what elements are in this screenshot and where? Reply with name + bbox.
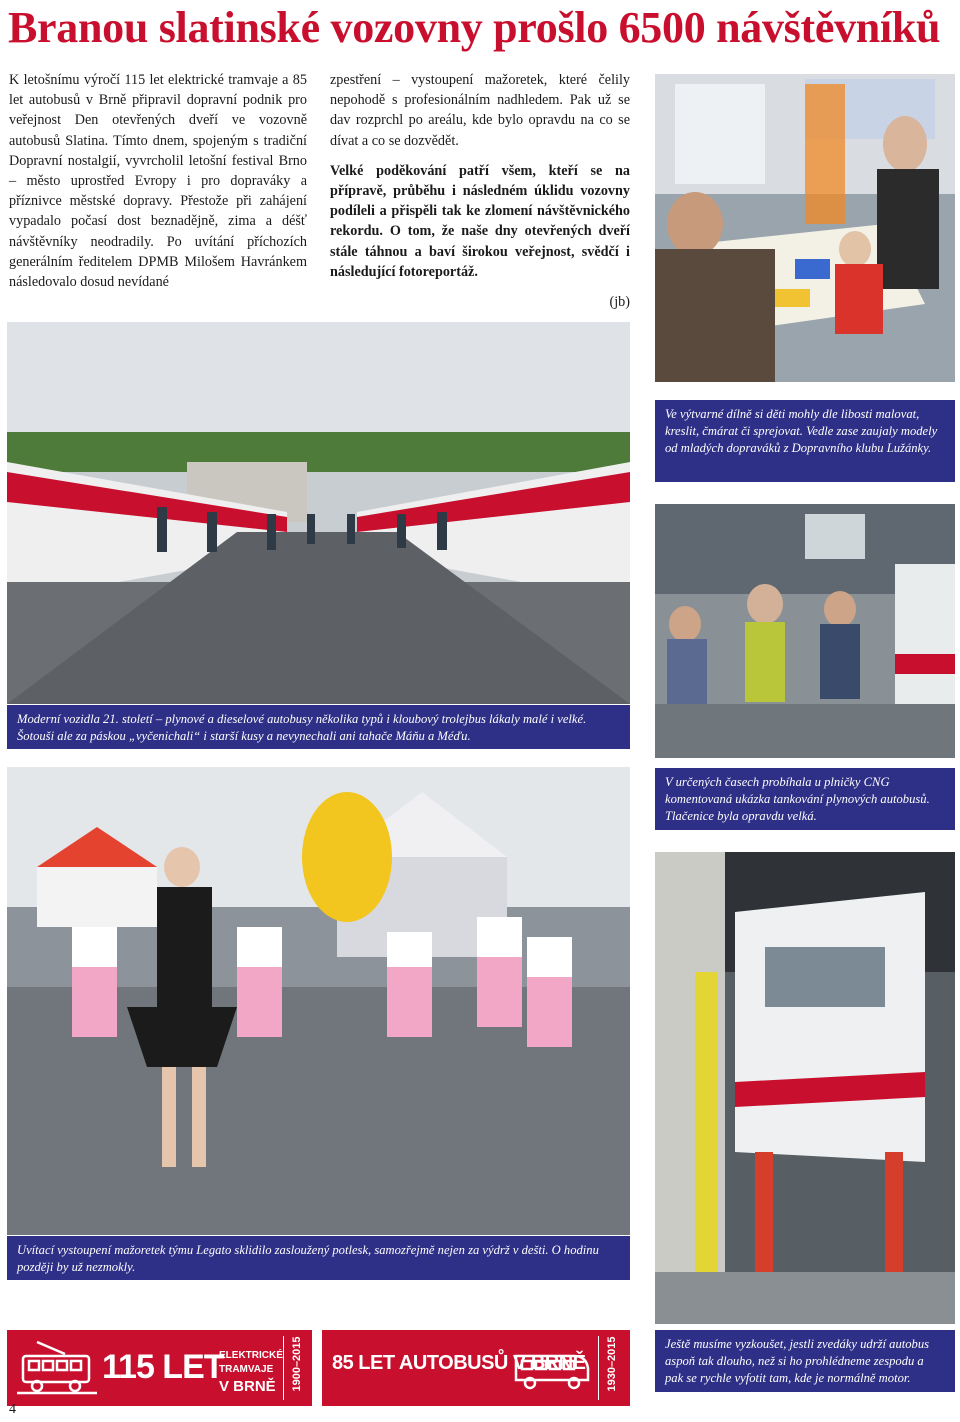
tram-icon (17, 1340, 97, 1396)
logo-tram-city: V BRNĚ (219, 1378, 276, 1395)
logo-bus-years: 1930–2015 (606, 1336, 618, 1392)
logo-bus-title: 85 LET AUTOBUSŮ V BRNĚ (332, 1352, 586, 1374)
article-column-1 (9, 70, 307, 302)
author-signature: (jb) (609, 294, 630, 311)
bus-icon (512, 1346, 592, 1390)
caption-majorettes (7, 1236, 630, 1280)
photo-cng-refuelling (655, 504, 955, 758)
caption-bus-depot (7, 705, 630, 749)
logo-tram-big: 115 LET (102, 1348, 224, 1386)
photo-kids-workshop (655, 74, 955, 382)
photo-kids-workshop-illustration (655, 74, 955, 382)
article-paragraph: zpestření – vystoupení mažoretek, které čelily nepohodě s profesionálním nadhledem. Pak už se dav rozprchl po areálu, kde bylo opravdu na co se dívat a co se dozvědět. (330, 72, 630, 149)
photo-bus-depot-illustration (7, 322, 630, 704)
caption-text: Ve výtvarné dílně si děti mohly dle libosti malovat, kreslit, čmárat či sprejovat. Vedle zase zaujaly modely od mladých dopraváků z Dopravního klubu Lužánky. (665, 407, 938, 455)
caption-kids-workshop (655, 400, 955, 482)
photo-majorettes-illustration (7, 767, 630, 1235)
caption-bus-lift (655, 1330, 955, 1392)
caption-text: Ještě musíme vyzkoušet, jestli zvedáky udrží autobus aspoň tak dlouho, než si ho prohlédneme zespodu a pak se rychle vyfotit tam, kde je normálně motor. (665, 1337, 930, 1385)
article-column-2 (330, 70, 630, 322)
photo-cng-illustration (655, 504, 955, 758)
article-paragraph: Velké poděkování patří všem, kteří se na přípravě, průběhu i následném úklidu vozovny podíleli a přispěli tak ke zlomení návštěvnického rekordu. O tom, že naše dny otevřených dveří stále táhnou a baví širokou veřejnost, svědčí i následující fotoreportáž. (330, 162, 630, 280)
caption-text: Uvítací vystoupení mažoretek týmu Legato sklidilo zasloužený potlesk, samozřejmě nejen za výdrž v dešti. O hodinu později by už nezmokly. (17, 1243, 599, 1274)
photo-bus-lift-illustration (655, 852, 955, 1324)
article-paragraph: K letošnímu výročí 115 let elektrické tramvaje a 85 let autobusů v Brně připravil dopravní podnik pro veřejnost Den otevřených dveří ve vozovně autobusů Slatina. Tímto dnem, spojeným s tradiční Dopravní nostalgií, vyvrcholil letošní festival Brno – město uprostřed Evropy i pro dopraváky a příznivce městské dopravy. Přestože při zahájení vypadalo počasí dost beznadějně, zima a déšť návštěvníky neodradily. Po uvítání příchozích generálním ředitelem DPMB Milošem Havránkem následovalo dosud nevídané (9, 72, 307, 291)
logo-tram-small-bottom: TRAMVAJE (219, 1364, 274, 1375)
photo-majorettes (7, 767, 630, 1235)
logo-tram-anniversary (7, 1330, 312, 1406)
page-number: 4 (9, 1402, 16, 1417)
photo-bus-depot (7, 322, 630, 704)
logo-tram-years: 1900–2015 (291, 1336, 303, 1392)
caption-cng-refuelling (655, 768, 955, 830)
photo-bus-lift (655, 852, 955, 1324)
caption-text: V určených časech probíhala u plničky CNG komentovaná ukázka tankování plynových autobusů. Tlačenice byla opravdu velká. (665, 775, 930, 823)
logo-bus-anniversary (322, 1330, 630, 1406)
logo-tram-small-top: ELEKTRICKÉ (219, 1350, 283, 1361)
caption-text: Moderní vozidla 21. století – plynové a dieselové autobusy několika typů i kloubový trolejbus lákaly malé i velké. Šotouši ale za páskou „vyčenichali“ i starší kusy a nevynechali ani tahače Máňu a Méďu. (17, 712, 587, 743)
headline: Branou slatinské vozovny prošlo 6500 návštěvníků (8, 3, 941, 52)
